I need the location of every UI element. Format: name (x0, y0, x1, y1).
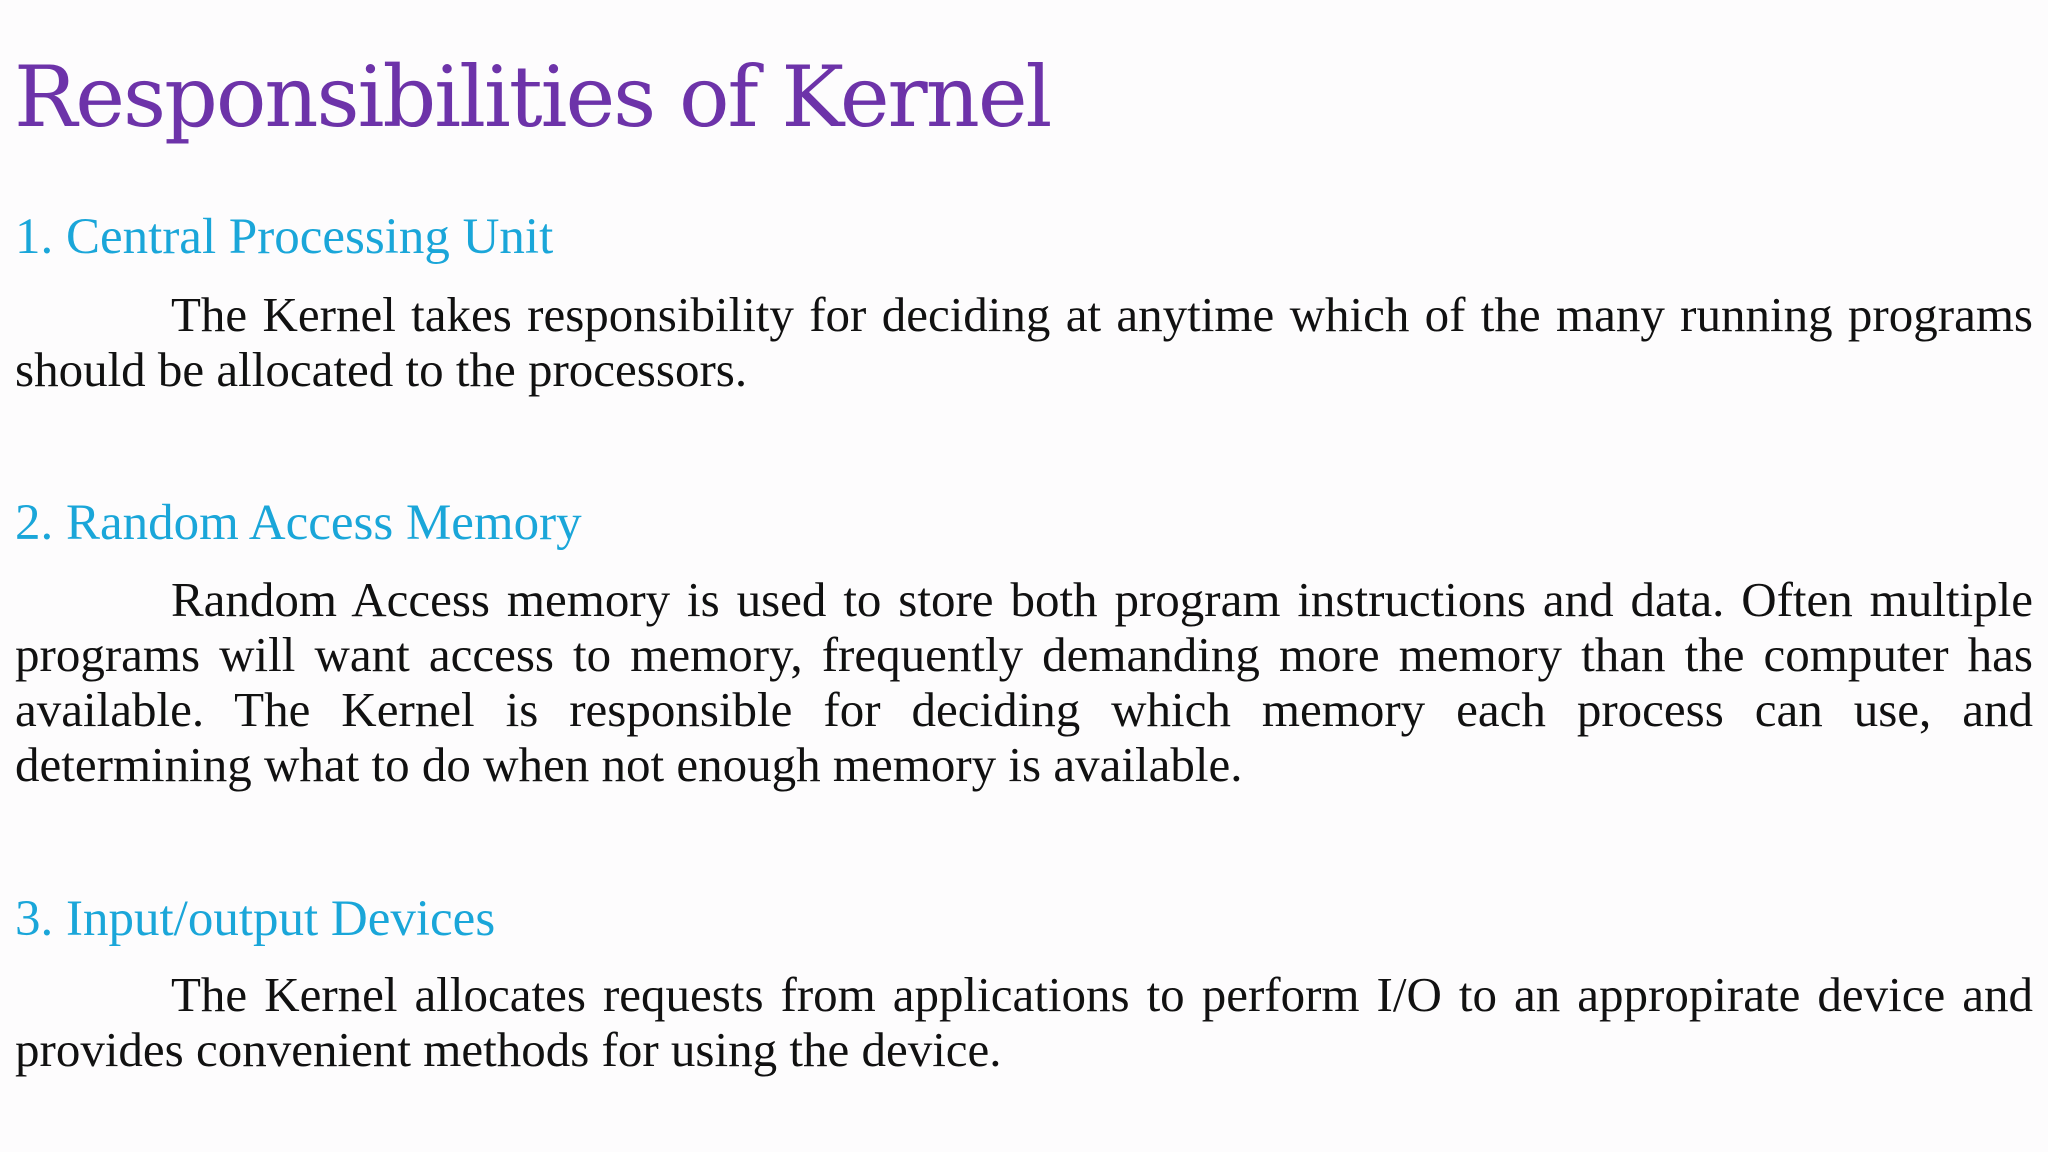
section-body-ram: Random Access memory is used to store both program instructions and data. Often multiple programs will want access to memory, frequently demanding more memory than the computer has available. The Kernel is responsible for deciding which memory each process can use, and determining what to do when not enough memory is available. (15, 572, 2033, 792)
section-heading-ram: 2. Random Access Memory (15, 495, 582, 551)
slide-title: Responsibilities of Kernel (14, 48, 1051, 146)
section-body-cpu: The Kernel takes responsibility for deciding at anytime which of the many running programs should be allocated to the processors. (15, 287, 2033, 397)
section-body-io: The Kernel allocates requests from applications to perform I/O to an appropirate device and provides convenient methods for using the device. (15, 967, 2033, 1077)
section-heading-cpu: 1. Central Processing Unit (15, 209, 554, 265)
section-heading-io: 3. Input/output Devices (15, 891, 496, 947)
